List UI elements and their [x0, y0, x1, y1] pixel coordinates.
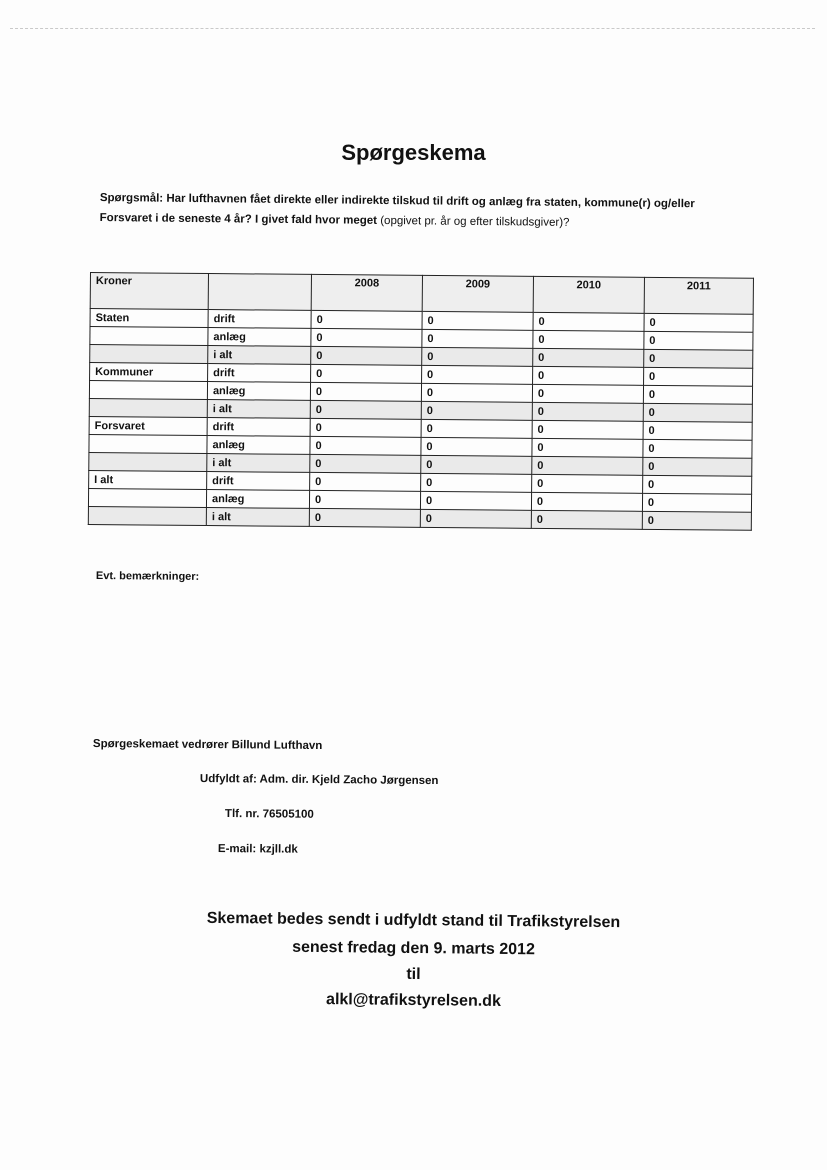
row-type-label: i alt [207, 454, 310, 473]
row-group-label: Kommuner [90, 363, 208, 382]
value-cell: 0 [533, 312, 644, 331]
value-cell: 0 [422, 347, 533, 366]
value-cell: 0 [643, 403, 752, 422]
row-group-label [89, 452, 207, 471]
footer-line-3: til [406, 965, 421, 984]
row-group-label: Forsvaret [89, 416, 207, 435]
page-title: Spørgeskema [341, 140, 486, 165]
row-type-label: drift [208, 310, 311, 329]
value-cell: 0 [532, 402, 643, 421]
footer-line-2: senest fredag den 9. marts 2012 [292, 938, 535, 959]
value-cell: 0 [310, 418, 421, 437]
value-cell: 0 [310, 436, 421, 455]
header-year: 2009 [422, 275, 533, 312]
value-cell: 0 [533, 330, 644, 349]
value-cell: 0 [422, 329, 533, 348]
value-cell: 0 [532, 384, 643, 403]
value-cell: 0 [311, 364, 422, 383]
footer-line-1: Skemaet bedes sendt i udfyldt stand til Trafikstyrelsen [206, 909, 621, 932]
value-cell: 0 [420, 491, 531, 510]
value-cell: 0 [533, 348, 644, 367]
row-type-label: i alt [207, 400, 310, 419]
value-cell: 0 [643, 439, 752, 458]
row-group-label [90, 327, 208, 346]
value-cell: 0 [643, 367, 752, 386]
concerns-text: Spørgeskemaet vedrører Billund Lufthavn [92, 738, 323, 753]
question-bold: Spørgsmål: Har lufthavnen fået direkte eller indirekte tilskud til drift og anlæg fra staten, kommune(r) og/eller Forsvaret i de seneste 4 år? I givet fald hvor meget [99, 191, 695, 227]
value-cell: 0 [310, 400, 421, 419]
table-header-row [90, 273, 753, 315]
value-cell: 0 [421, 419, 532, 438]
value-cell: 0 [643, 421, 752, 440]
value-cell: 0 [420, 509, 531, 528]
value-cell: 0 [311, 310, 422, 329]
value-cell: 0 [421, 383, 532, 402]
scan-edge-line [10, 28, 815, 29]
value-cell: 0 [309, 490, 420, 509]
question-normal: (opgivet pr. år og efter tilskudsgiver)? [376, 214, 570, 229]
value-cell: 0 [310, 454, 421, 473]
value-cell: 0 [532, 456, 643, 475]
value-cell: 0 [643, 385, 752, 404]
row-type-label: i alt [206, 508, 309, 527]
value-cell: 0 [532, 438, 643, 457]
header-year: 2010 [533, 276, 644, 313]
remarks-label: Evt. bemærkninger: [95, 570, 200, 583]
value-cell: 0 [310, 472, 421, 491]
header-kroner: Kroner [90, 273, 208, 310]
value-cell: 0 [642, 511, 751, 530]
row-group-label [88, 506, 206, 525]
row-group-label: I alt [89, 470, 207, 489]
row-type-label: drift [207, 472, 310, 491]
value-cell: 0 [311, 328, 422, 347]
value-cell: 0 [643, 457, 752, 476]
value-cell: 0 [644, 313, 753, 332]
row-group-label [89, 381, 207, 400]
row-type-label: drift [207, 418, 310, 437]
value-cell: 0 [644, 331, 753, 350]
row-type-label: anlæg [207, 436, 310, 455]
table-body [88, 309, 753, 531]
value-cell: 0 [642, 475, 751, 494]
value-cell: 0 [532, 474, 643, 493]
value-cell: 0 [422, 365, 533, 384]
header-type [208, 274, 311, 311]
row-group-label: Staten [90, 309, 208, 328]
value-cell: 0 [421, 437, 532, 456]
value-cell: 0 [531, 492, 642, 511]
filled-by-text: Udfyldt af: Adm. dir. Kjeld Zacho Jørgensen [199, 773, 439, 788]
email-text: E-mail: kzjll.dk [217, 843, 298, 856]
row-group-label [89, 398, 207, 417]
row-group-label [90, 345, 208, 364]
row-group-label [88, 488, 206, 507]
value-cell: 0 [311, 346, 422, 365]
row-type-label: anlæg [208, 328, 311, 347]
value-cell: 0 [309, 508, 420, 527]
row-group-label [89, 434, 207, 453]
value-cell: 0 [532, 366, 643, 385]
question-text [100, 188, 740, 235]
row-type-label: anlæg [206, 490, 309, 509]
header-year: 2011 [644, 277, 753, 314]
value-cell: 0 [421, 455, 532, 474]
value-cell: 0 [644, 349, 753, 368]
value-cell: 0 [532, 420, 643, 439]
value-cell: 0 [421, 473, 532, 492]
value-cell: 0 [422, 311, 533, 330]
value-cell: 0 [421, 401, 532, 420]
header-year: 2008 [311, 274, 422, 311]
value-cell: 0 [642, 493, 751, 512]
value-cell: 0 [531, 510, 642, 529]
row-type-label: drift [208, 364, 311, 383]
row-type-label: anlæg [207, 382, 310, 401]
subsidy-table [88, 272, 754, 531]
footer-email: alkl@trafikstyrelsen.dk [326, 991, 501, 1010]
phone-text: Tlf. nr. 76505100 [224, 808, 314, 821]
row-type-label: i alt [208, 346, 311, 365]
value-cell: 0 [310, 382, 421, 401]
